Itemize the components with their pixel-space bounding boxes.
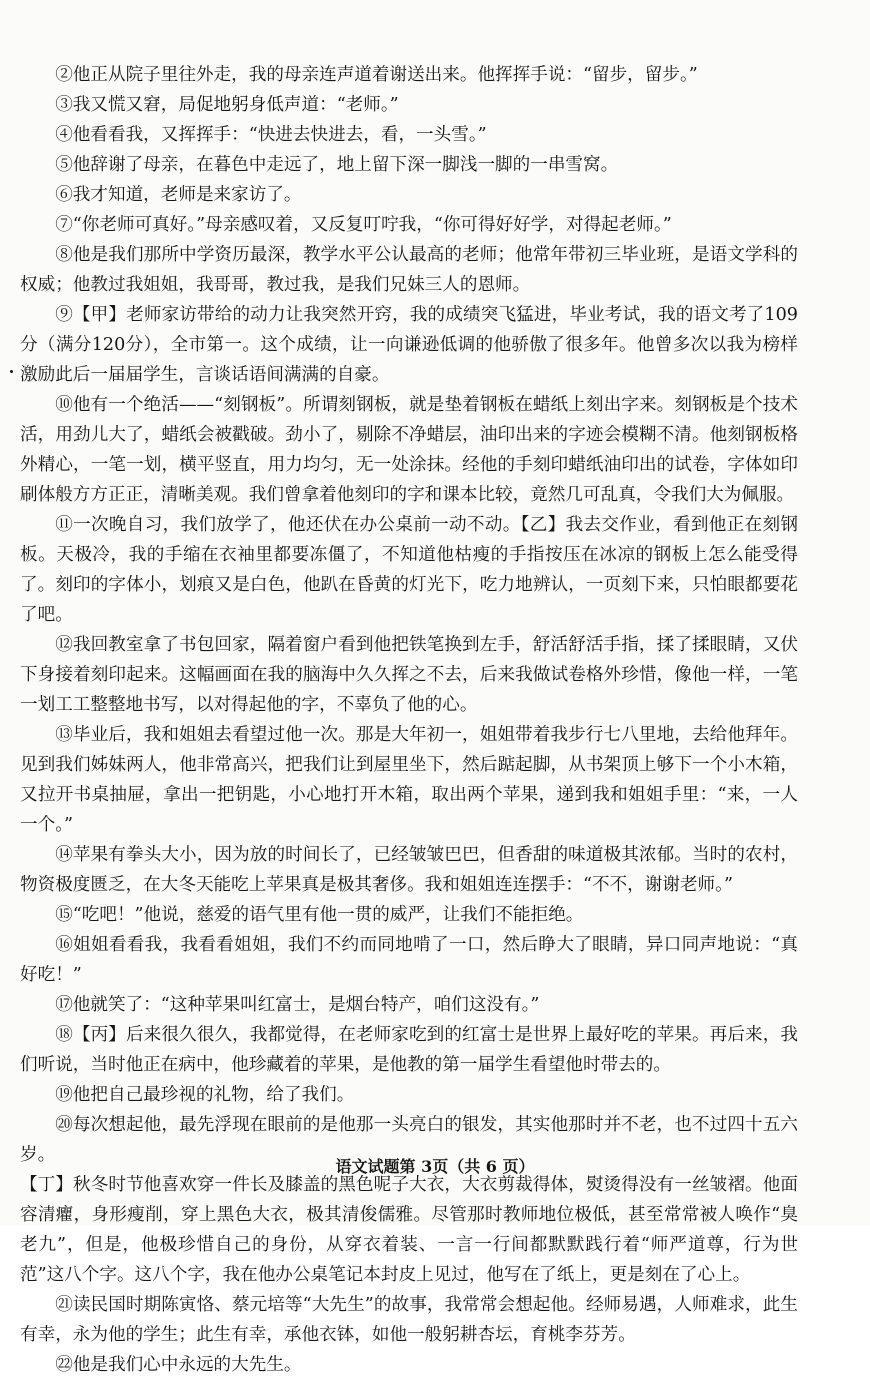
paragraph-16: ⑯姐姐看看我，我看看姐姐，我们不约而同地啃了一口，然后睁大了眼睛，异口同声地说：“真好吃！”	[20, 935, 798, 985]
paragraph-11: ⑪一次晚自习，我们放学了，他还伏在办公桌前一动不动。【乙】我去交作业，看到他正在刻钢板。天极冷，我的手缩在衣袖里都要冻僵了，不知道他枯瘦的手指按压在冰凉的钢板上怎么能受得了。刻印的字体小，划痕又是白色，他趴在昏黄的灯光下，吃力地辨认，一页刻下来，只怕眼都要花了吧。	[20, 515, 798, 625]
page-footer: 语文试题第 3页（共 6 页）	[335, 1157, 535, 1176]
paragraph-ding: 【丁】秋冬时节他喜欢穿一件长及膝盖的黑色呢子大衣，大衣剪裁得体，熨烫得没有一丝皱褶。他面容清癯，身形瘦削，穿上黑色大衣，极其清俊儒雅。尽管那时教师地位极低，甚至常常被人唤作“臭老九”，但是，他极珍惜自己的身份，从穿衣着装、一言一行间都默默践行着“师严道尊，行为世范”这八个字。这八个字，我在他办公桌笔记本封皮上见过，他写在了纸上，更是刻在了心上。	[20, 1175, 798, 1285]
paragraph-19: ⑲他把自己最珍视的礼物，给了我们。	[55, 1085, 355, 1105]
paragraph-13: ⑬毕业后，我和姐姐去看望过他一次。那是大年初一，姐姐带着我步行七八里地，去给他拜年。见到我们姊妹两人，他非常高兴，把我们让到屋里坐下，然后踮起脚，从书架顶上够下一个小木箱，又拉开书桌抽屉，拿出一把钥匙，小心地打开木箱，取出两个苹果，递到我和姐姐手里：“来，一人一个。”	[20, 725, 798, 835]
paragraph-14: ⑭苹果有拳头大小，因为放的时间长了，已经皱皱巴巴，但香甜的味道极其浓郁。当时的农村，物资极度匮乏，在大冬天能吃上苹果真是极其奢侈。我和姐姐连连摆手：“不不，谢谢老师。”	[20, 845, 798, 895]
paragraph-7: ⑦“你老师可真好。”母亲感叹着，又反复叮咛我，“你可得好好学，对得起老师。”	[55, 215, 672, 235]
passage	[20, 60, 798, 1380]
paragraph-3: ③我又慌又窘，局促地躬身低声道：“老师。”	[55, 95, 399, 115]
paragraph-6: ⑥我才知道，老师是来家访了。	[55, 185, 302, 205]
paragraph-8: ⑧他是我们那所中学资历最深，教学水平公认最高的老师；他常年带初三毕业班，是语文学科的权威；他教过我姐姐，我哥哥，教过我，是我们兄妹三人的恩师。	[20, 245, 798, 295]
paragraph-4: ④他看看我，又挥挥手：“快进去快进去，看，一头雪。”	[55, 125, 487, 145]
paragraph-22: ㉒他是我们心中永远的大先生。	[55, 1355, 302, 1375]
stray-mark	[10, 370, 13, 373]
paragraph-9: ⑨【甲】老师家访带给的动力让我突然开窍，我的成绩突飞猛进，毕业考试，我的语文考了109分（满分120分），全市第一。这个成绩，让一向谦逊低调的他骄傲了很多年。他曾多次以我为榜样激励此后一届届学生，言谈话语间满满的自豪。	[20, 305, 798, 385]
paragraph-12: ⑫我回教室拿了书包回家，隔着窗户看到他把铁笔换到左手，舒活舒活手指，揉了揉眼睛，又伏下身接着刻印起来。这幅画面在我的脑海中久久挥之不去，后来我做试卷格外珍惜，像他一样，一笔一划工工整整地书写，以对得起他的字，不辜负了他的心。	[20, 635, 798, 715]
paragraph-10: ⑩他有一个绝活——“刻钢板”。所谓刻钢板，就是垫着钢板在蜡纸上刻出字来。刻钢板是个技术活，用劲儿大了，蜡纸会被戳破。劲小了，剔除不净蜡层，油印出来的字迹会模糊不清。他刻钢板格外精心，一笔一划，横平竖直，用力均匀，无一处涂抹。经他的手刻印蜡纸油印出的试卷，字体如印刷体般方方正正，清晰美观。我们曾拿着他刻印的字和课本比较，竟然几可乱真，令我们大为佩服。	[20, 395, 798, 505]
paragraph-17: ⑰他就笑了：“这种苹果叫红富士，是烟台特产，咱们这没有。”	[55, 995, 540, 1015]
paragraph-15: ⑮“吃吧！”他说，慈爱的语气里有他一贯的威严，让我们不能拒绝。	[55, 905, 584, 925]
paragraph-5: ⑤他辞谢了母亲，在暮色中走远了，地上留下深一脚浅一脚的一串雪窝。	[55, 155, 619, 175]
paragraph-20: ⑳每次想起他，最先浮现在眼前的是他那一头亮白的银发，其实他那时并不老，也不过四十五六岁。	[20, 1115, 798, 1165]
paragraph-2: ②他正从院子里往外走，我的母亲连声道着谢送出来。他挥挥手说：“留步，留步。”	[55, 65, 698, 85]
paragraph-21: ㉑读民国时期陈寅恪、蔡元培等“大先生”的故事，我常常会想起他。经师易遇，人师难求，此生有幸，永为他的学生；此生有幸，承他衣钵，如他一般躬耕杏坛，育桃李芬芳。	[20, 1295, 798, 1345]
paragraph-18: ⑱【丙】后来很久很久，我都觉得，在老师家吃到的红富士是世界上最好吃的苹果。再后来，我们听说，当时他正在病中，他珍藏着的苹果，是他教的第一届学生看望他时带去的。	[20, 1025, 798, 1075]
